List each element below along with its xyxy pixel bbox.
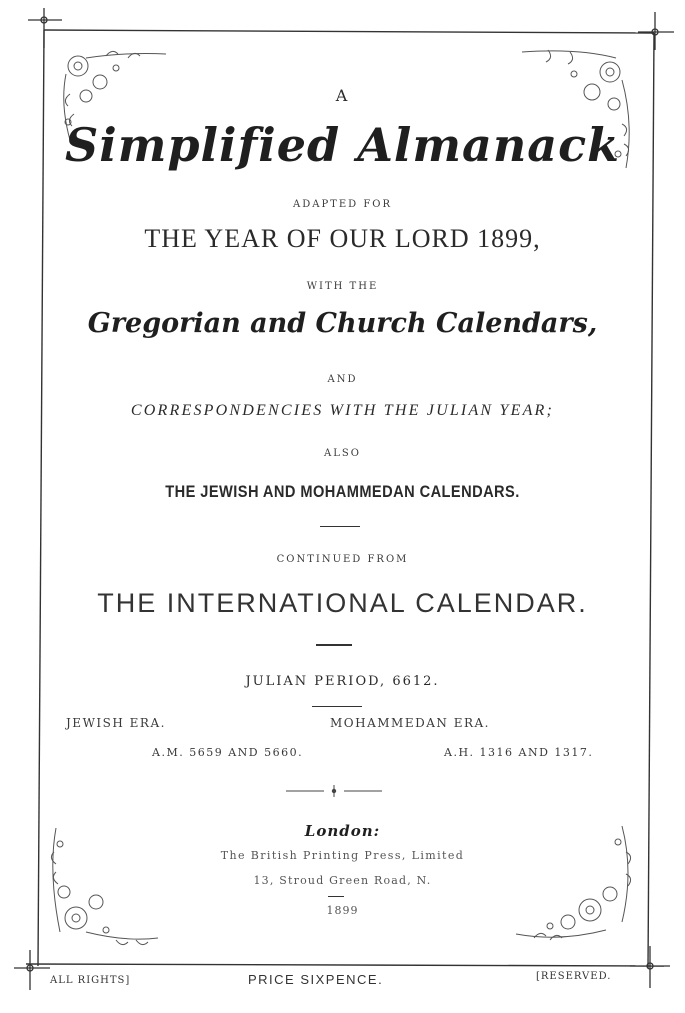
also-text: ALSO (324, 448, 361, 459)
mohammedan-era-years: A.H. 1316 AND 1317. (444, 746, 594, 759)
mohammedan-era-label: MOHAMMEDAN ERA. (330, 716, 490, 730)
calendars-line: Gregorian and Church Calendars, (87, 308, 598, 339)
cross-flourish-icon (638, 12, 674, 50)
year-line: THE YEAR OF OUR LORD 1899, (144, 224, 541, 253)
and-text: AND (327, 374, 358, 385)
jewish-mohammedan-line: THE JEWISH AND MOHAMMEDAN CALENDARS. (165, 482, 520, 501)
divider-rule (316, 644, 352, 646)
imprint-address: 13, Stroud Green Road, N. (253, 874, 432, 887)
imprint-city: London: (304, 822, 381, 840)
adapted-for: ADAPTED FOR (292, 199, 393, 210)
floral-corner-icon (46, 822, 166, 952)
correspondencies-line: CORRESPONDENCIES WITH THE JULIAN YEAR; (130, 402, 555, 419)
with-the: WITH THE (306, 281, 379, 292)
divider-rule (312, 706, 362, 707)
footer-left: ALL RIGHTS] (50, 975, 131, 986)
article-a: A (335, 86, 350, 105)
cross-flourish-icon (14, 950, 50, 990)
continued-from: CONTINUED FROM (276, 554, 409, 565)
divider-rule (328, 896, 344, 897)
floral-corner-icon (510, 822, 638, 952)
jewish-era-years: A.M. 5659 AND 5660. (152, 746, 304, 759)
main-title: Simplified Almanack (65, 118, 620, 172)
julian-period: JULIAN PERIOD, 6612. (245, 674, 440, 689)
footer-right: [RESERVED. (536, 971, 612, 982)
international-line: THE INTERNATIONAL CALENDAR. (97, 588, 588, 618)
footer-center: PRICE SIXPENCE. (248, 972, 384, 987)
cross-flourish-icon (28, 8, 62, 48)
imprint-publisher: The British Printing Press, Limited (220, 849, 465, 862)
ornament-rule (286, 784, 382, 798)
jewish-era-label: JEWISH ERA. (66, 716, 166, 730)
divider-rule (320, 526, 360, 527)
imprint-year: 1899 (326, 904, 359, 917)
cross-flourish-icon (630, 946, 670, 988)
